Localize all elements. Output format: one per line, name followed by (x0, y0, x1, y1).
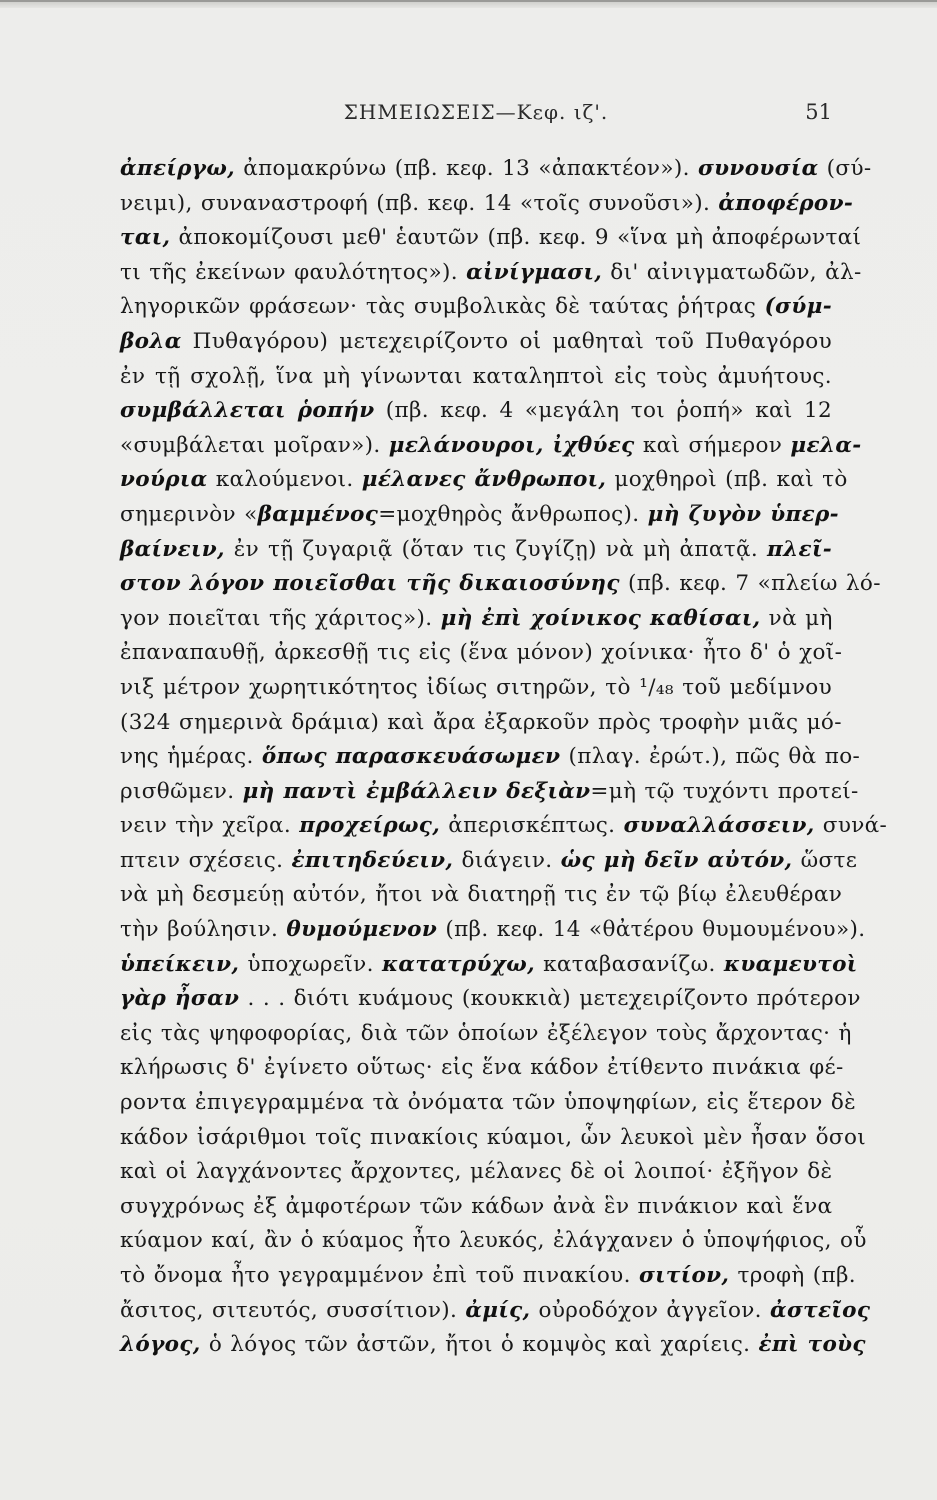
gloss-text: ροντα ἐπιγεγραμμένα τὰ ὀνόματα τῶν ὑποψηφίων, εἰς ἕτερον δὲ (120, 1090, 857, 1116)
text-line (120, 429, 862, 464)
headword: σιτίον, (638, 1263, 730, 1288)
headword: συνουσία (697, 156, 819, 181)
headword: ται, (120, 225, 171, 251)
gloss-text: ὥστε (792, 847, 858, 873)
gloss-text: μοχθηροὶ (πβ. καὶ τὸ (606, 467, 848, 493)
text-line (120, 948, 858, 983)
gloss-text: =μὴ τῷ τυχόντι προτεί- (590, 778, 859, 804)
headword: βαίνειν, (120, 536, 225, 562)
text-line (120, 844, 858, 879)
gloss-text: δι' αἰνιγματωδῶν, ἀλ- (602, 259, 862, 285)
headword: ἐπιτηδεύειν, (291, 847, 454, 873)
gloss-text: εἰς τὰς ψηφοφορίας, διὰ τῶν ὁποίων ἐξέλεγον τοὺς ἄρχοντας· ἡ (120, 1020, 852, 1046)
gloss-text: πτειν σχέσεις. (120, 847, 292, 873)
text-line (120, 809, 888, 844)
gloss-text: ἀπερισκέπτως. (440, 813, 624, 839)
headword: ὅπως παρασκευάσωμεν (261, 744, 561, 770)
headword: στον λόγον ποιεῖσθαι τῆς δικαιοσύνης (120, 571, 620, 597)
text-line (120, 1051, 844, 1086)
headword: ἀμίς, (465, 1297, 531, 1323)
headword: ὑπείκειν, (120, 951, 240, 977)
headword: βολα (120, 328, 182, 354)
gloss-text: σημερινὸν « (120, 501, 258, 527)
gloss-text: νειμι), συναναστροφή (πβ. κεφ. 14 «τοῖς συνοῦσι»). (120, 190, 719, 216)
gloss-text: καταβασανίζω. (534, 951, 724, 977)
headword: προχείρως, (299, 813, 441, 839)
gloss-text: ἄσιτος, σιτευτός, συσσίτιον). (120, 1297, 466, 1323)
page-header (120, 92, 832, 132)
text-line (120, 360, 832, 395)
page-top-edge (0, 0, 937, 8)
text-line (120, 1259, 856, 1294)
text-line (120, 982, 861, 1017)
text-line (120, 256, 862, 291)
gloss-text: ὑποχωρεῖν. (239, 951, 382, 977)
text-line (120, 533, 832, 568)
text-line (120, 913, 866, 948)
gloss-text: ρισθῶμεν. (120, 778, 243, 804)
text-line (120, 152, 872, 187)
headword: νούρια (120, 467, 208, 493)
text-line (120, 325, 832, 360)
gloss-text: (324 σημερινὰ δράμια) καὶ ἄρα ἐξαρκοῦν πρὸς τροφὴν μιᾶς μό- (120, 709, 842, 735)
headword: συμβάλλεται ῥοπήν (120, 398, 375, 424)
headword: λόγος, (120, 1332, 201, 1358)
text-line (120, 740, 861, 775)
text-line (120, 463, 848, 498)
page-number: 51 (805, 100, 832, 124)
gloss-text: (πβ. κεφ. 4 «μεγάλη τοι ῥοπή» καὶ 12 (374, 398, 833, 424)
headword: ὡς μὴ δεῖν αὐτόν, (560, 847, 793, 873)
gloss-text: (πβ. κεφ. 7 «πλείω λό- (619, 571, 881, 597)
headword: γὰρ ἦσαν (120, 986, 240, 1012)
headword: μελα- (790, 432, 862, 458)
gloss-text: νειν τὴν χεῖρα. (120, 813, 300, 839)
headword: ἀποφέρον- (718, 190, 854, 216)
gloss-text: νης ἡμέρας. (120, 744, 262, 770)
body-text (120, 152, 888, 1363)
gloss-text: γον ποιεῖται τῆς χάριτος»). (120, 605, 441, 631)
gloss-text: τροφὴ (πβ. (729, 1263, 856, 1288)
text-line (120, 498, 839, 533)
text-line (120, 706, 842, 741)
gloss-text: κάδον ἰσάριθμοι τοῖς πινακίοις κύαμοι, ὧν λευκοὶ μὲν ἦσαν ὅσοι (120, 1124, 867, 1150)
text-line (120, 394, 832, 429)
gloss-text: νὰ μὴ (760, 605, 833, 631)
headword: συναλλάσσειν, (623, 813, 815, 839)
headword: μελάνουροι, ἰχθύες (388, 432, 635, 458)
gloss-text: νὰ μὴ δεσμεύῃ αὐτόν, ἤτοι νὰ διατηρῇ τις ἐν τῷ βίῳ ἐλευθέραν (120, 882, 843, 908)
text-line (120, 1086, 857, 1121)
text-line (120, 602, 832, 637)
gloss-text: ὁ λόγος τῶν ἀστῶν, ἤτοι ὁ κομψὸς καὶ χαρίεις. (200, 1332, 759, 1358)
headword: βαμμένος (257, 501, 379, 527)
gloss-text: ἐν τῇ σχολῇ, ἵνα μὴ γίνωνται καταληπτοὶ εἰς τοὺς ἀμυήτους. (120, 363, 832, 389)
gloss-text: =μοχθηρὸς ἄνθρωπος). (378, 501, 648, 527)
gloss-text: τὴν βούλησιν. (120, 917, 287, 943)
gloss-text: ἀποκομίζουσι μεθ' ἑαυτῶν (πβ. κεφ. 9 «ἵνα μὴ ἀποφέρωνταί (170, 225, 862, 251)
headword: αἰνίγμασι, (466, 259, 603, 285)
text-line (120, 671, 832, 706)
text-line (120, 1017, 852, 1052)
gloss-text: κλήρωσις δ' ἐγίνετο οὕτως· εἰς ἕνα κάδον ἐτίθεντο πινάκια φέ- (120, 1055, 844, 1081)
gloss-text: καὶ σήμερον (634, 432, 791, 458)
headword: μέλανες ἄνθρωποι, (361, 467, 607, 493)
text-line (120, 1224, 867, 1259)
headword: κυαμευτοὶ (723, 951, 858, 977)
text-line (120, 878, 843, 913)
gloss-text: ληγορικῶν φράσεων· τὰς συμβολικὰς δὲ ταύτας ῥήτρας (120, 294, 765, 320)
gloss-text: τὸ ὄνομα ἦτο γεγραμμένον ἐπὶ τοῦ πινακίου. (120, 1263, 639, 1288)
gloss-text: καλούμενοι. (207, 467, 362, 493)
text-line (120, 290, 832, 325)
gloss-text: . . . διότι κυάμους (κουκκιὰ) μετεχειρίζοντο πρότερον (239, 986, 861, 1012)
gloss-text: Πυθαγόρου) μετεχειρίζοντο οἱ μαθηταὶ τοῦ Πυθαγόρου (181, 328, 832, 354)
text-line (120, 1294, 871, 1329)
text-line (120, 1155, 832, 1190)
gloss-text: κύαμον καί, ἂν ὁ κύαμος ἦτο λευκός, ἐλάγχανεν ὁ ὑποψήφιος, οὗ (120, 1228, 867, 1254)
headword: μὴ παντὶ ἐμβάλλειν δεξιὰν (242, 778, 591, 804)
headword: ἀστεῖος (770, 1297, 871, 1323)
headword: ἐπὶ τοὺς (758, 1332, 866, 1358)
text-line (120, 1121, 867, 1156)
gloss-text: νιξ μέτρον χωρητικότητος ἰδίως σιτηρῶν, τὸ ¹/₄₈ τοῦ μεδίμνου (120, 674, 832, 700)
gloss-text: διάγειν. (453, 847, 561, 873)
gloss-text: ἐν τῇ ζυγαριᾷ (ὅταν τις ζυγίζῃ) νὰ μὴ ἀπατᾷ. (224, 536, 768, 562)
text-line (120, 636, 843, 671)
text-line (120, 221, 862, 256)
headword: μὴ ζυγὸν ὑπερ- (647, 501, 839, 527)
gloss-text: ἐπαναπαυθῇ, ἀρκεσθῇ τις εἰς (ἕνα μόνον) χοίνικα· ἦτο δ' ὁ χοῖ- (120, 640, 843, 666)
gloss-text: καὶ οἱ λαγχάνοντες ἄρχοντες, μέλανες δὲ οἱ λοιποί· ἐξῆγον δὲ (120, 1159, 833, 1185)
gloss-text: (πλαγ. ἐρώτ.), πῶς θὰ πο- (560, 744, 861, 770)
gloss-text: «συμβάλεται μοῖραν»). (120, 432, 389, 458)
headword: ἀπείργω, (120, 156, 236, 181)
gloss-text: συνά- (814, 813, 888, 839)
running-head: ΣΗΜΕΙΩΣΕΙΣ—Κεφ. ιζ'. (343, 100, 609, 124)
gloss-text: (σύ- (818, 156, 872, 181)
gloss-text: οὐροδόχον ἀγγεῖον. (530, 1297, 771, 1323)
headword: (σύμ- (764, 294, 832, 320)
text-line (120, 187, 854, 222)
text-line (120, 1190, 832, 1225)
headword: πλεῖ- (767, 536, 832, 562)
gloss-text: ἀπομακρύνω (πβ. κεφ. 13 «ἀπακτέον»). (235, 156, 698, 181)
gloss-text: (πβ. κεφ. 14 «θἀτέρου θυμουμένου»). (437, 917, 866, 943)
text-line (120, 775, 859, 810)
text-line (120, 1328, 866, 1363)
text-line (120, 567, 881, 602)
headword: θυμούμενον (286, 917, 438, 943)
gloss-text: τι τῆς ἐκείνων φαυλότητος»). (120, 259, 467, 285)
headword: κατατρύχω, (381, 951, 535, 977)
gloss-text: συγχρόνως ἐξ ἀμφοτέρων τῶν κάδων ἀνὰ ἓν πινάκιον καὶ ἕνα (120, 1193, 833, 1219)
headword: μὴ ἐπὶ χοίνικος καθίσαι, (440, 605, 761, 631)
